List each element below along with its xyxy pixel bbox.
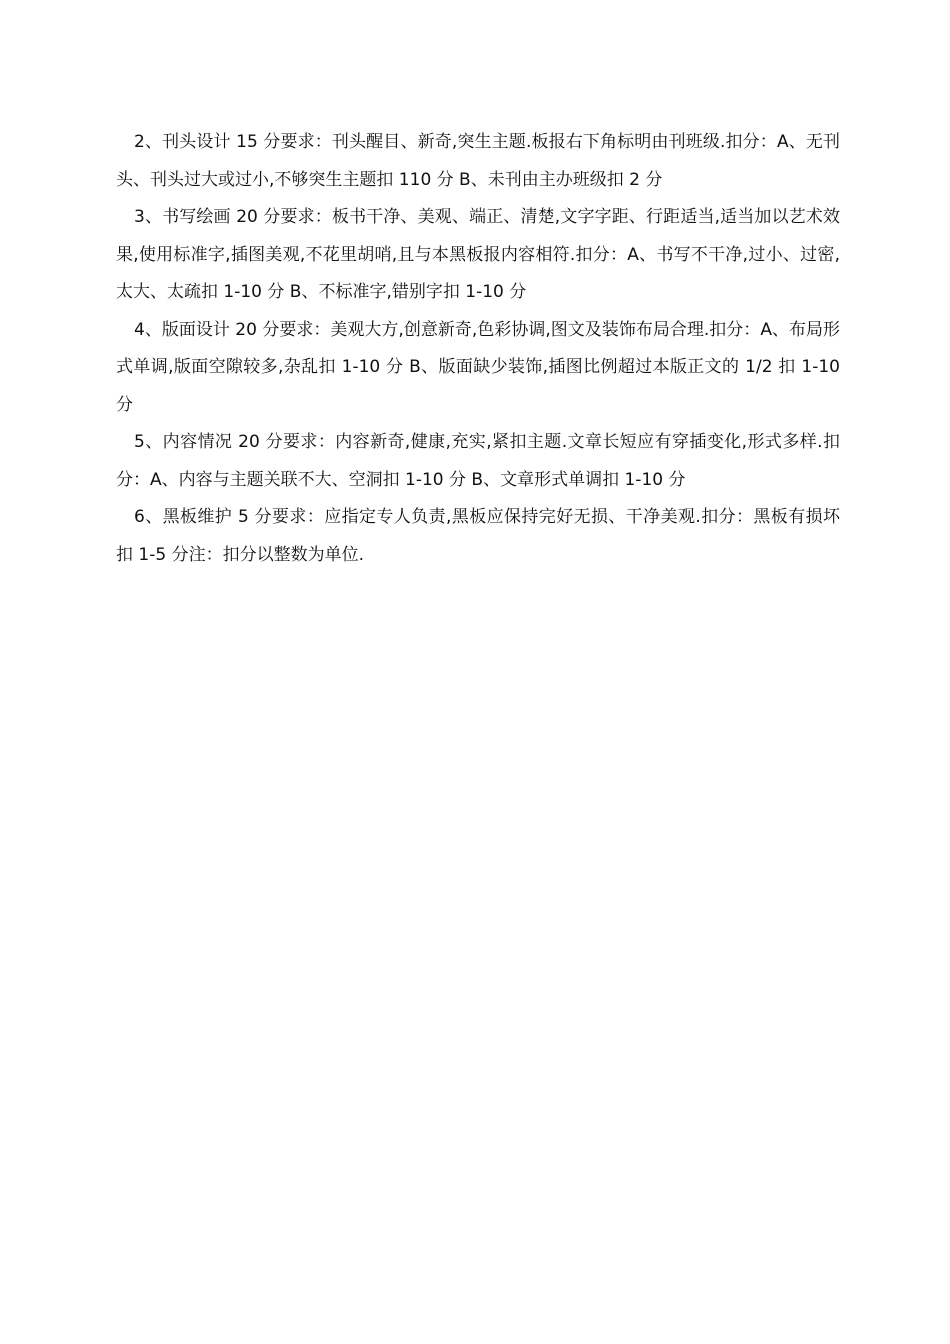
document-body <box>116 124 840 574</box>
paragraph-content: 5、内容情况 20 分要求：内容新奇,健康,充实,紧扣主题.文章长短应有穿插变化,形式多样.扣分：A、内容与主题关联不大、空洞扣 1-10 分 B、文章形式单调扣 1-10 分 <box>116 432 840 490</box>
paragraph-blackboard-maintenance: 6、黑板维护 5 分要求：应指定专人负责,黑板应保持完好无损、干净美观.扣分：黑板有损坏扣 1-5 分注：扣分以整数为单位. <box>116 507 840 565</box>
paragraph-masthead-design: 2、刊头设计 15 分要求：刊头醒目、新奇,突生主题.板报右下角标明由刊班级.扣分：A、无刊头、刊头过大或过小,不够突生主题扣 110 分 B、未刊由主办班级扣 2 分 <box>116 132 840 190</box>
paragraph-writing-drawing: 3、书写绘画 20 分要求：板书干净、美观、端正、清楚,文字字距、行距适当,适当加以艺术效果,使用标准字,插图美观,不花里胡哨,且与本黑板报内容相符.扣分：A、书写不干净,过小、过密,太大、太疏扣 1-10 分 B、不标准字,错别字扣 1-10 分 <box>116 207 840 302</box>
paragraph-layout-design: 4、版面设计 20 分要求：美观大方,创意新奇,色彩协调,图文及装饰布局合理.扣分：A、布局形式单调,版面空隙较多,杂乱扣 1-10 分 B、版面缺少装饰,插图比例超过本版正文的 1/2 扣 1-10 分 <box>116 319 840 415</box>
